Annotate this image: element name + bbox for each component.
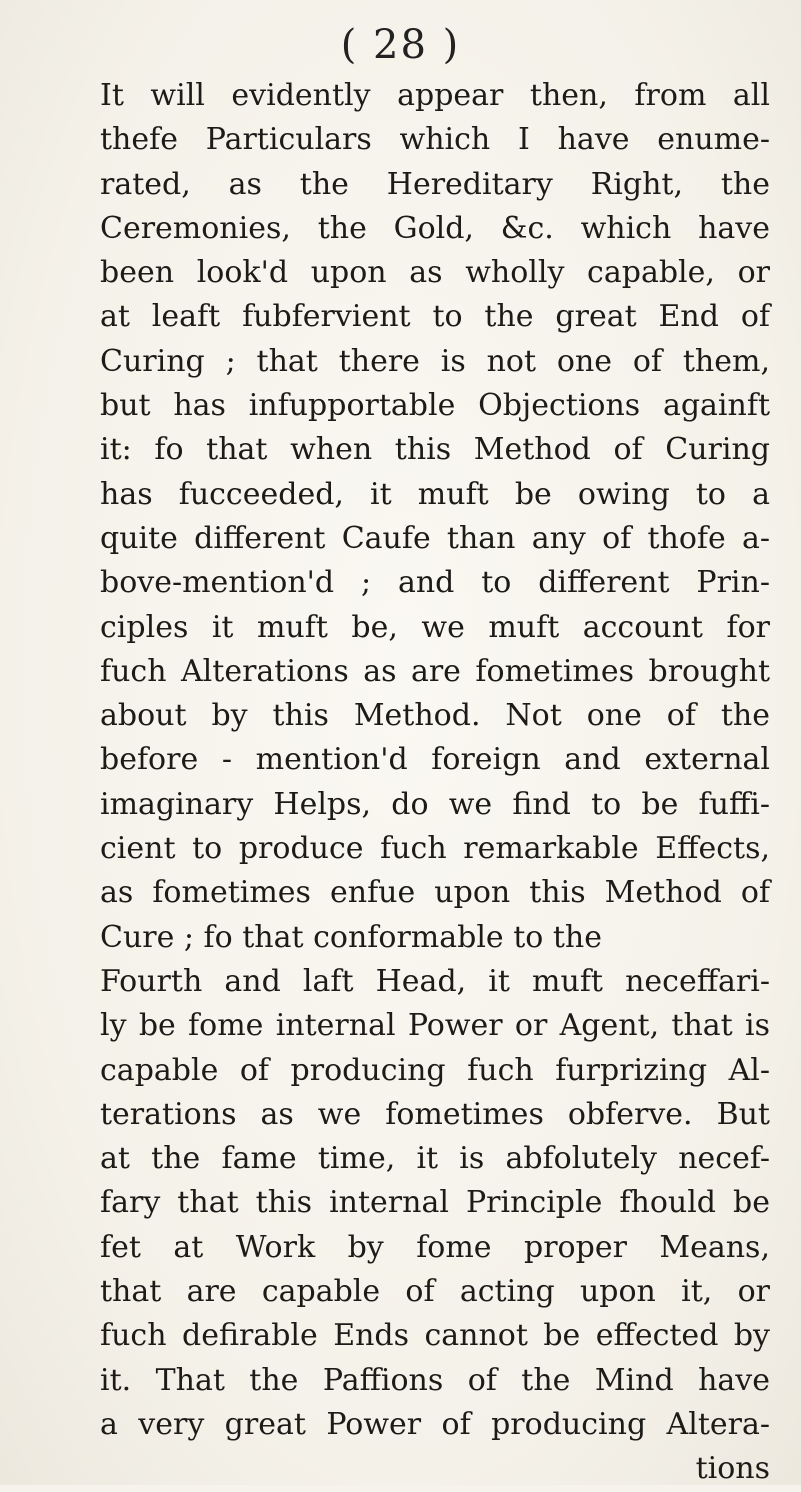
text-line: it. That the Paffions of the Mind have xyxy=(100,1362,770,1398)
text-line: thefe Particulars which I have enume- xyxy=(100,122,770,158)
text-line: It will evidently appear then, from all xyxy=(100,78,770,113)
text-line: that are capable of acting upon it, or xyxy=(100,1274,770,1310)
text-line: cient to produce fuch remarkable Effects, xyxy=(100,831,770,867)
text-line: ly be fome internal Power or Agent, that is xyxy=(100,1008,770,1044)
text-line: at the fame time, it is abfolutely necef- xyxy=(100,1141,770,1177)
text-line: rated, as the Hereditary Right, the xyxy=(100,166,770,202)
text-line: Curing ; that there is not one of them, xyxy=(100,343,770,379)
text-line: but has infupportable Objections againft xyxy=(100,388,770,424)
text-line: fary that this internal Principle fhould be xyxy=(100,1185,770,1221)
text-line: terations as we fometimes obferve. But xyxy=(100,1096,770,1132)
text-line: Ceremonies, the Gold, &c. which have xyxy=(100,210,770,246)
text-line: about by this Method. Not one of the xyxy=(100,698,770,734)
page-number: ( 28 ) xyxy=(340,22,461,68)
text-line: capable of producing fuch furprizing Al- xyxy=(100,1052,770,1088)
text-line: as fometimes enfue upon this Method of xyxy=(100,875,770,911)
text-line: bove-mention'd ; and to different Prin- xyxy=(100,565,770,601)
text-line: ciples it muft be, we muft account for xyxy=(100,609,770,645)
body-text xyxy=(100,74,770,1492)
text-line: has fucceeded, it muft be owing to a xyxy=(100,476,770,512)
text-line: been look'd upon as wholly capable, or xyxy=(100,255,770,291)
text-line: quite different Caufe than any of thofe a- xyxy=(100,520,770,556)
text-line: it: fo that when this Method of Curing xyxy=(100,432,770,468)
text-line: fuch Alterations as are fometimes brought xyxy=(100,653,770,689)
text-line: Cure ; fo that conformable to the xyxy=(100,919,603,955)
text-line: fet at Work by fome proper Means, xyxy=(100,1229,770,1265)
text-line: at leaft fubfervient to the great End of xyxy=(100,299,770,335)
text-line: a very great Power of producing Altera- xyxy=(100,1406,770,1442)
catchword: tions xyxy=(695,1451,770,1487)
text-line: imaginary Helps, do we find to be fuffi- xyxy=(100,786,770,822)
text-line: before - mention'd foreign and external xyxy=(100,742,770,778)
text-line: fuch defirable Ends cannot be effected by xyxy=(100,1318,770,1354)
text-line: Fourth and laft Head, it muft neceffari- xyxy=(100,963,770,999)
